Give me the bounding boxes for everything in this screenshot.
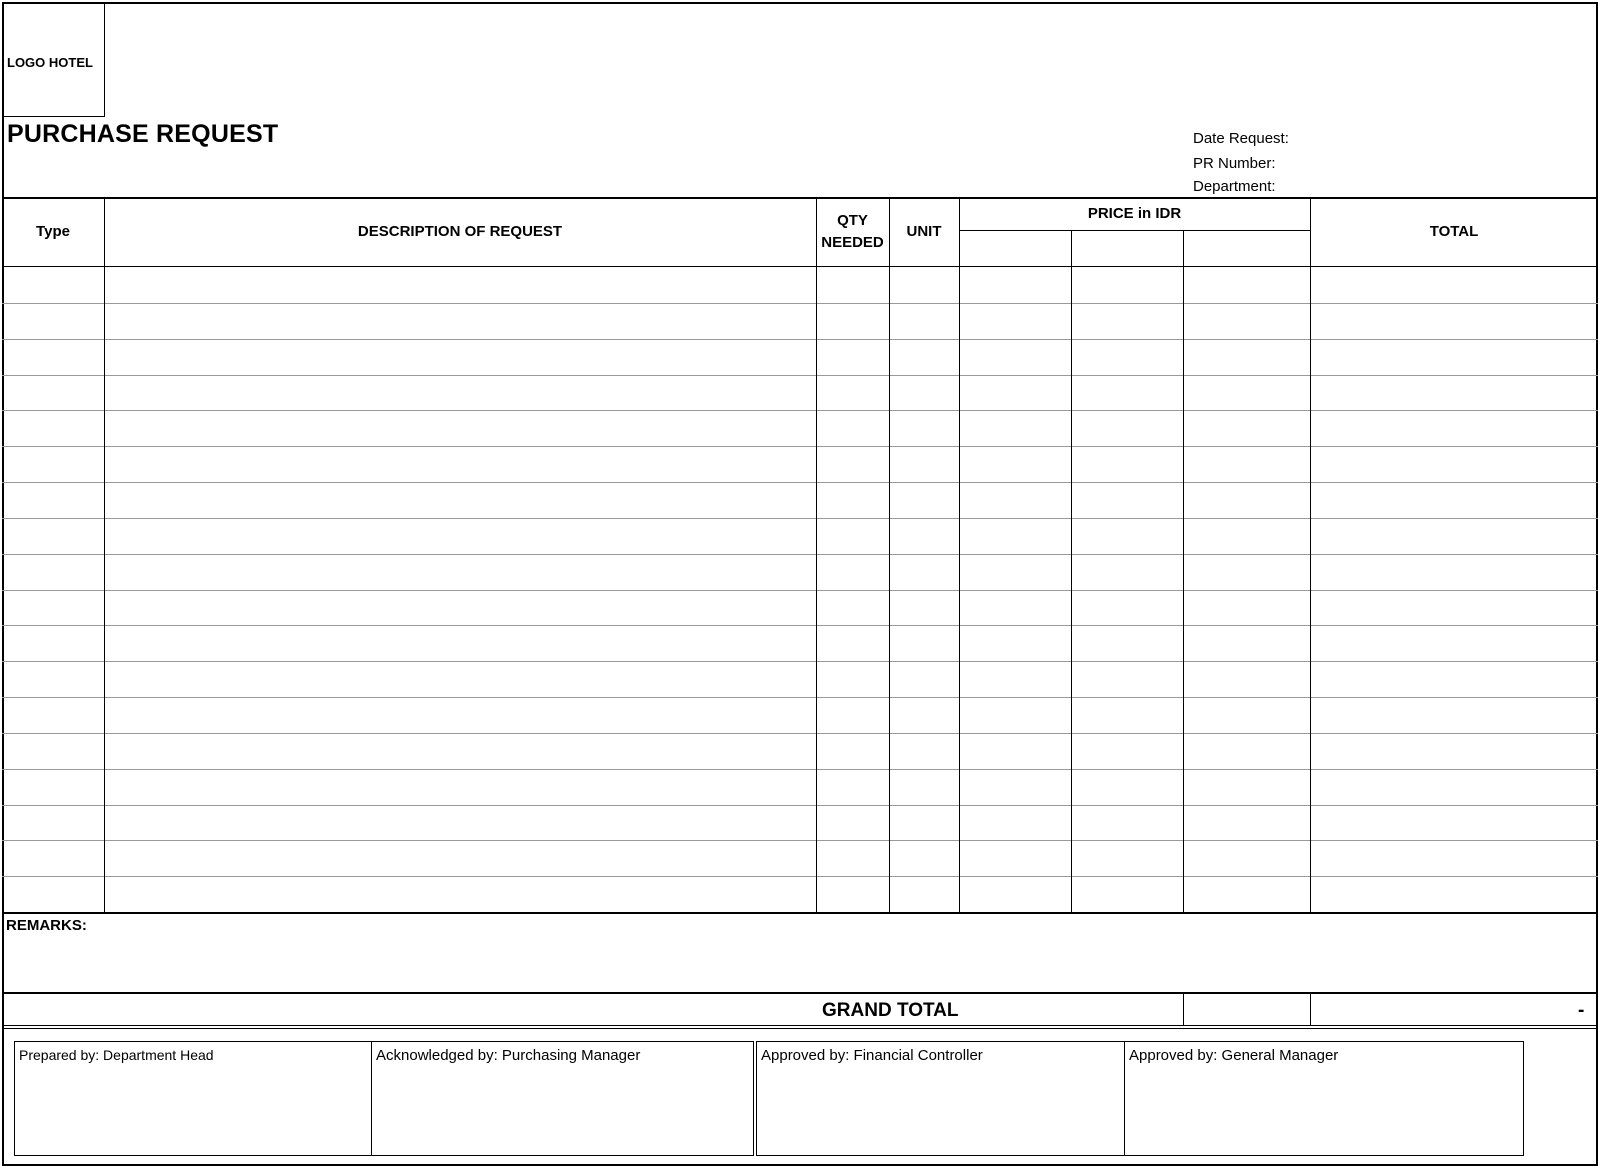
col-header-qty-line1: QTY	[837, 212, 868, 229]
col-header-qty	[816, 199, 889, 265]
table-row-separator	[2, 518, 1598, 519]
table-row-separator	[2, 876, 1598, 877]
signature-box-acknowledged[interactable]	[371, 1041, 754, 1156]
col-divider	[816, 198, 817, 913]
grand-total-divider	[1310, 993, 1311, 1026]
signature-box-approved-fc[interactable]	[756, 1041, 1125, 1156]
pr-number-label: PR Number:	[1193, 155, 1276, 172]
col-divider	[889, 198, 890, 913]
department-label: Department:	[1193, 178, 1276, 195]
signature-label-approved-fc: Approved by: Financial Controller	[761, 1047, 983, 1064]
col-header-description: DESCRIPTION OF REQUEST	[357, 223, 563, 240]
remarks-bottom-border	[2, 992, 1598, 994]
table-row-separator	[2, 805, 1598, 806]
table-row-separator	[2, 733, 1598, 734]
table-row-separator	[2, 446, 1598, 447]
table-row-separator	[2, 625, 1598, 626]
col-header-qty-line2: NEEDED	[821, 234, 884, 251]
hotel-logo	[2, 2, 105, 117]
table-row-separator	[2, 590, 1598, 591]
grand-total-label: GRAND TOTAL	[822, 1000, 959, 1021]
signature-box-approved-gm[interactable]	[1124, 1041, 1524, 1156]
table-row-separator	[2, 339, 1598, 340]
signature-label-approved-gm: Approved by: General Manager	[1129, 1047, 1339, 1064]
table-row-separator	[2, 840, 1598, 841]
col-divider	[1310, 198, 1311, 913]
date-request-label: Date Request:	[1193, 130, 1289, 147]
table-row-separator	[2, 482, 1598, 483]
col-divider	[959, 198, 960, 913]
col-header-price: PRICE in IDR	[1087, 205, 1182, 222]
grand-total-value: -	[1578, 1000, 1585, 1021]
col-divider	[1183, 230, 1184, 913]
signature-label-prepared: Prepared by: Department Head	[19, 1047, 214, 1063]
table-row-separator	[2, 303, 1598, 304]
table-row-separator	[2, 661, 1598, 662]
col-divider	[104, 198, 105, 913]
price-subheader-line	[959, 230, 1310, 231]
signature-box-prepared[interactable]	[14, 1041, 372, 1156]
table-row-separator	[2, 410, 1598, 411]
header-bottom-line	[2, 266, 1598, 267]
col-header-unit: UNIT	[906, 223, 942, 240]
table-row-separator	[2, 375, 1598, 376]
page-title: PURCHASE REQUEST	[7, 120, 279, 148]
table-row-separator	[2, 554, 1598, 555]
remarks-label: REMARKS:	[6, 917, 87, 934]
table-bottom-border	[2, 912, 1598, 914]
table-row-separator	[2, 769, 1598, 770]
col-divider	[1071, 230, 1072, 913]
grand-total-line	[2, 1025, 1598, 1026]
grand-total-divider	[1183, 993, 1184, 1026]
col-header-type: Type	[36, 223, 70, 240]
logo-label: LOGO HOTEL	[7, 55, 93, 70]
grand-total-double-line	[2, 1028, 1598, 1029]
signature-label-acknowledged: Acknowledged by: Purchasing Manager	[376, 1047, 641, 1064]
table-row-separator	[2, 697, 1598, 698]
col-header-total: TOTAL	[1429, 223, 1479, 240]
